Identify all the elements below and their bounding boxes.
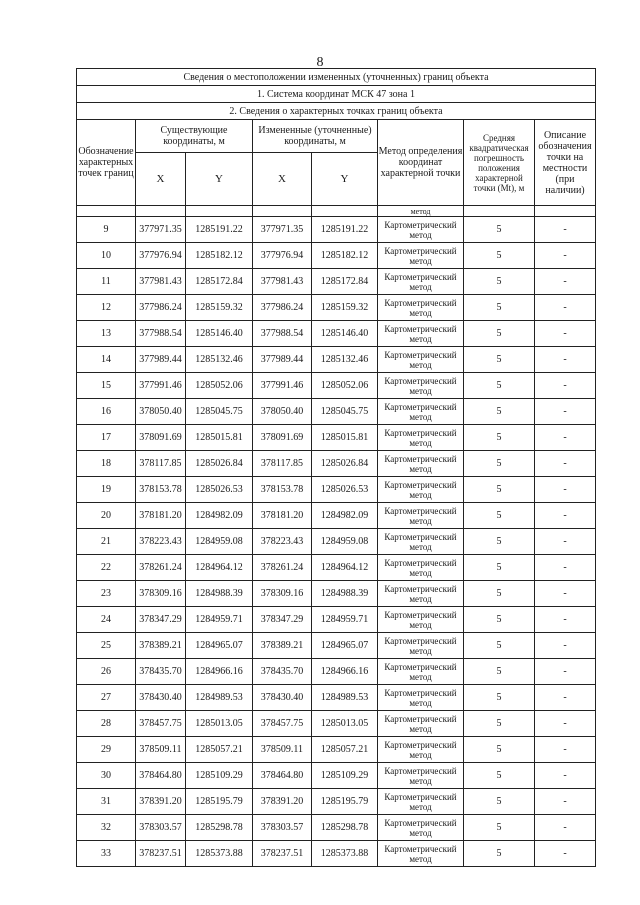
changed-y-value: 1285013.05 <box>312 711 378 737</box>
cont-cell <box>312 206 378 217</box>
changed-y-value: 1285191.22 <box>312 217 378 243</box>
existing-y-value: 1285109.29 <box>186 763 253 789</box>
point-number: 32 <box>77 815 136 841</box>
description-value: - <box>535 477 596 503</box>
changed-x-value: 378347.29 <box>253 607 312 633</box>
coordinates-table <box>76 68 596 867</box>
description-value: - <box>535 217 596 243</box>
description-value: - <box>535 243 596 269</box>
changed-x-value: 378237.51 <box>253 841 312 867</box>
cont-cell <box>136 206 186 217</box>
existing-y-value: 1284966.16 <box>186 659 253 685</box>
changed-y-value: 1284959.08 <box>312 529 378 555</box>
table-row <box>77 217 596 243</box>
existing-x-value: 378309.16 <box>136 581 186 607</box>
table-row <box>77 659 596 685</box>
changed-x-value: 378223.43 <box>253 529 312 555</box>
point-number: 13 <box>77 321 136 347</box>
existing-x-value: 378117.85 <box>136 451 186 477</box>
existing-x-value: 377971.35 <box>136 217 186 243</box>
description-value: - <box>535 529 596 555</box>
changed-y-value: 1285045.75 <box>312 399 378 425</box>
existing-y-value: 1284959.08 <box>186 529 253 555</box>
accuracy-value: 5 <box>464 555 535 581</box>
table-row <box>77 321 596 347</box>
existing-x-value: 377991.46 <box>136 373 186 399</box>
method-value: Картометрический метод <box>378 737 464 763</box>
accuracy-value: 5 <box>464 737 535 763</box>
existing-x-value: 378261.24 <box>136 555 186 581</box>
changed-y-value: 1284982.09 <box>312 503 378 529</box>
table-row <box>77 815 596 841</box>
point-number: 14 <box>77 347 136 373</box>
existing-x-value: 377986.24 <box>136 295 186 321</box>
table-row <box>77 711 596 737</box>
existing-x-value: 378509.11 <box>136 737 186 763</box>
point-number: 21 <box>77 529 136 555</box>
existing-y-value: 1285172.84 <box>186 269 253 295</box>
changed-x-value: 377991.46 <box>253 373 312 399</box>
table-row <box>77 477 596 503</box>
existing-x-value: 377981.43 <box>136 269 186 295</box>
table-caption: Сведения о местоположении измененных (уточненных) границ объекта <box>77 69 596 86</box>
description-value: - <box>535 763 596 789</box>
continuation-row <box>77 206 596 217</box>
method-value: Картометрический метод <box>378 503 464 529</box>
changed-y-value: 1284989.53 <box>312 685 378 711</box>
method-value: Картометрический метод <box>378 373 464 399</box>
changed-y-value: 1285026.53 <box>312 477 378 503</box>
accuracy-value: 5 <box>464 503 535 529</box>
changed-x-value: 377986.24 <box>253 295 312 321</box>
existing-y-value: 1284989.53 <box>186 685 253 711</box>
changed-x-value: 378153.78 <box>253 477 312 503</box>
description-value: - <box>535 685 596 711</box>
existing-x-value: 378091.69 <box>136 425 186 451</box>
changed-x-value: 378117.85 <box>253 451 312 477</box>
point-number: 12 <box>77 295 136 321</box>
table-row <box>77 607 596 633</box>
method-value: Картометрический метод <box>378 763 464 789</box>
method-value: Картометрический метод <box>378 555 464 581</box>
method-value: Картометрический метод <box>378 217 464 243</box>
point-number: 33 <box>77 841 136 867</box>
method-value: Картометрический метод <box>378 477 464 503</box>
existing-y-value: 1284959.71 <box>186 607 253 633</box>
accuracy-value: 5 <box>464 763 535 789</box>
method-value: Картометрический метод <box>378 685 464 711</box>
changed-y-value: 1284966.16 <box>312 659 378 685</box>
point-number: 30 <box>77 763 136 789</box>
existing-x-value: 378223.43 <box>136 529 186 555</box>
changed-x-value: 377988.54 <box>253 321 312 347</box>
method-value: Картометрический метод <box>378 789 464 815</box>
changed-y-value: 1285057.21 <box>312 737 378 763</box>
header-existing-y: Y <box>186 153 253 206</box>
cont-cell <box>253 206 312 217</box>
point-number: 24 <box>77 607 136 633</box>
existing-y-value: 1284965.07 <box>186 633 253 659</box>
description-value: - <box>535 399 596 425</box>
table-row <box>77 789 596 815</box>
header-description: Описание обозначения точки на местности (при наличии) <box>535 120 596 206</box>
existing-x-value: 378457.75 <box>136 711 186 737</box>
existing-y-value: 1285159.32 <box>186 295 253 321</box>
changed-y-value: 1285052.06 <box>312 373 378 399</box>
header-existing-x: X <box>136 153 186 206</box>
table-row <box>77 243 596 269</box>
cont-cell <box>535 206 596 217</box>
point-number: 16 <box>77 399 136 425</box>
cont-method-text: метод <box>378 206 464 217</box>
table-row <box>77 347 596 373</box>
table-body <box>77 217 596 867</box>
point-number: 11 <box>77 269 136 295</box>
existing-y-value: 1285015.81 <box>186 425 253 451</box>
point-number: 23 <box>77 581 136 607</box>
description-value: - <box>535 711 596 737</box>
accuracy-value: 5 <box>464 399 535 425</box>
section-title: 2. Сведения о характерных точках границ объекта <box>77 103 596 120</box>
method-value: Картометрический метод <box>378 243 464 269</box>
accuracy-value: 5 <box>464 711 535 737</box>
table-row <box>77 529 596 555</box>
cont-cell <box>464 206 535 217</box>
point-number: 26 <box>77 659 136 685</box>
changed-y-value: 1285195.79 <box>312 789 378 815</box>
cont-cell <box>186 206 253 217</box>
description-value: - <box>535 555 596 581</box>
accuracy-value: 5 <box>464 295 535 321</box>
point-number: 28 <box>77 711 136 737</box>
description-value: - <box>535 815 596 841</box>
existing-y-value: 1284988.39 <box>186 581 253 607</box>
changed-x-value: 378050.40 <box>253 399 312 425</box>
existing-y-value: 1284982.09 <box>186 503 253 529</box>
existing-y-value: 1285026.84 <box>186 451 253 477</box>
header-changed-x: X <box>253 153 312 206</box>
existing-x-value: 378464.80 <box>136 763 186 789</box>
table-row <box>77 685 596 711</box>
existing-x-value: 378389.21 <box>136 633 186 659</box>
accuracy-value: 5 <box>464 581 535 607</box>
changed-x-value: 378457.75 <box>253 711 312 737</box>
table-row <box>77 295 596 321</box>
changed-y-value: 1284988.39 <box>312 581 378 607</box>
changed-y-value: 1285182.12 <box>312 243 378 269</box>
existing-y-value: 1285052.06 <box>186 373 253 399</box>
header-changed-y: Y <box>312 153 378 206</box>
point-number: 18 <box>77 451 136 477</box>
method-value: Картометрический метод <box>378 425 464 451</box>
table-row <box>77 269 596 295</box>
point-number: 19 <box>77 477 136 503</box>
description-value: - <box>535 581 596 607</box>
table-row <box>77 763 596 789</box>
header-changed-coords: Измененные (уточненные) координаты, м <box>253 120 378 153</box>
method-value: Картометрический метод <box>378 529 464 555</box>
existing-x-value: 378181.20 <box>136 503 186 529</box>
changed-x-value: 377976.94 <box>253 243 312 269</box>
existing-y-value: 1285195.79 <box>186 789 253 815</box>
changed-y-value: 1285298.78 <box>312 815 378 841</box>
accuracy-value: 5 <box>464 841 535 867</box>
table-row <box>77 425 596 451</box>
description-value: - <box>535 347 596 373</box>
changed-y-value: 1285146.40 <box>312 321 378 347</box>
page-number: 8 <box>316 55 324 70</box>
description-value: - <box>535 373 596 399</box>
table-row <box>77 581 596 607</box>
description-value: - <box>535 425 596 451</box>
existing-x-value: 377976.94 <box>136 243 186 269</box>
method-value: Картометрический метод <box>378 269 464 295</box>
changed-x-value: 377989.44 <box>253 347 312 373</box>
accuracy-value: 5 <box>464 321 535 347</box>
changed-x-value: 378391.20 <box>253 789 312 815</box>
existing-x-value: 378237.51 <box>136 841 186 867</box>
existing-y-value: 1285057.21 <box>186 737 253 763</box>
changed-y-value: 1284959.71 <box>312 607 378 633</box>
existing-x-value: 377988.54 <box>136 321 186 347</box>
point-number: 20 <box>77 503 136 529</box>
description-value: - <box>535 451 596 477</box>
description-value: - <box>535 321 596 347</box>
changed-x-value: 378464.80 <box>253 763 312 789</box>
accuracy-value: 5 <box>464 529 535 555</box>
accuracy-value: 5 <box>464 269 535 295</box>
accuracy-value: 5 <box>464 243 535 269</box>
accuracy-value: 5 <box>464 659 535 685</box>
description-value: - <box>535 841 596 867</box>
table-row <box>77 737 596 763</box>
method-value: Картометрический метод <box>378 607 464 633</box>
accuracy-value: 5 <box>464 815 535 841</box>
changed-y-value: 1285026.84 <box>312 451 378 477</box>
existing-y-value: 1285182.12 <box>186 243 253 269</box>
changed-x-value: 378181.20 <box>253 503 312 529</box>
method-value: Картометрический метод <box>378 633 464 659</box>
table-row <box>77 503 596 529</box>
description-value: - <box>535 737 596 763</box>
changed-y-value: 1285172.84 <box>312 269 378 295</box>
accuracy-value: 5 <box>464 425 535 451</box>
existing-y-value: 1285026.53 <box>186 477 253 503</box>
point-number: 17 <box>77 425 136 451</box>
changed-x-value: 378389.21 <box>253 633 312 659</box>
existing-x-value: 378347.29 <box>136 607 186 633</box>
existing-y-value: 1285132.46 <box>186 347 253 373</box>
description-value: - <box>535 503 596 529</box>
method-value: Картометрический метод <box>378 347 464 373</box>
existing-y-value: 1284964.12 <box>186 555 253 581</box>
changed-x-value: 377971.35 <box>253 217 312 243</box>
existing-y-value: 1285013.05 <box>186 711 253 737</box>
changed-y-value: 1285109.29 <box>312 763 378 789</box>
description-value: - <box>535 269 596 295</box>
existing-y-value: 1285191.22 <box>186 217 253 243</box>
description-value: - <box>535 295 596 321</box>
accuracy-value: 5 <box>464 607 535 633</box>
description-value: - <box>535 659 596 685</box>
accuracy-value: 5 <box>464 217 535 243</box>
changed-x-value: 378261.24 <box>253 555 312 581</box>
changed-y-value: 1284965.07 <box>312 633 378 659</box>
existing-x-value: 378303.57 <box>136 815 186 841</box>
method-value: Картометрический метод <box>378 841 464 867</box>
changed-y-value: 1285373.88 <box>312 841 378 867</box>
existing-x-value: 378153.78 <box>136 477 186 503</box>
existing-y-value: 1285373.88 <box>186 841 253 867</box>
changed-x-value: 378435.70 <box>253 659 312 685</box>
accuracy-value: 5 <box>464 633 535 659</box>
point-number: 29 <box>77 737 136 763</box>
changed-y-value: 1285159.32 <box>312 295 378 321</box>
method-value: Картометрический метод <box>378 659 464 685</box>
header-point-label: Обозначение характерных точек границ <box>77 120 136 206</box>
existing-x-value: 378435.70 <box>136 659 186 685</box>
method-value: Картометрический метод <box>378 711 464 737</box>
existing-x-value: 377989.44 <box>136 347 186 373</box>
accuracy-value: 5 <box>464 789 535 815</box>
point-number: 22 <box>77 555 136 581</box>
changed-y-value: 1285015.81 <box>312 425 378 451</box>
header-existing-coords: Существующие координаты, м <box>136 120 253 153</box>
point-number: 25 <box>77 633 136 659</box>
accuracy-value: 5 <box>464 685 535 711</box>
accuracy-value: 5 <box>464 373 535 399</box>
changed-x-value: 378303.57 <box>253 815 312 841</box>
existing-x-value: 378430.40 <box>136 685 186 711</box>
changed-x-value: 378091.69 <box>253 425 312 451</box>
description-value: - <box>535 789 596 815</box>
coord-system-title: 1. Система координат МСК 47 зона 1 <box>77 86 596 103</box>
table-row <box>77 555 596 581</box>
table-row <box>77 451 596 477</box>
existing-y-value: 1285045.75 <box>186 399 253 425</box>
accuracy-value: 5 <box>464 477 535 503</box>
method-value: Картометрический метод <box>378 295 464 321</box>
method-value: Картометрический метод <box>378 321 464 347</box>
point-number: 10 <box>77 243 136 269</box>
method-value: Картометрический метод <box>378 815 464 841</box>
method-value: Картометрический метод <box>378 581 464 607</box>
existing-y-value: 1285298.78 <box>186 815 253 841</box>
changed-x-value: 378309.16 <box>253 581 312 607</box>
changed-x-value: 377981.43 <box>253 269 312 295</box>
description-value: - <box>535 607 596 633</box>
point-number: 31 <box>77 789 136 815</box>
header-method: Метод определения координат характерной точки <box>378 120 464 206</box>
table-row <box>77 399 596 425</box>
cont-cell <box>77 206 136 217</box>
changed-y-value: 1285132.46 <box>312 347 378 373</box>
changed-x-value: 378430.40 <box>253 685 312 711</box>
existing-x-value: 378391.20 <box>136 789 186 815</box>
point-number: 27 <box>77 685 136 711</box>
table-row <box>77 373 596 399</box>
changed-x-value: 378509.11 <box>253 737 312 763</box>
existing-y-value: 1285146.40 <box>186 321 253 347</box>
point-number: 9 <box>77 217 136 243</box>
point-number: 15 <box>77 373 136 399</box>
accuracy-value: 5 <box>464 347 535 373</box>
accuracy-value: 5 <box>464 451 535 477</box>
existing-x-value: 378050.40 <box>136 399 186 425</box>
table-row <box>77 633 596 659</box>
method-value: Картометрический метод <box>378 399 464 425</box>
table-row <box>77 841 596 867</box>
method-value: Картометрический метод <box>378 451 464 477</box>
description-value: - <box>535 633 596 659</box>
header-accuracy: Средняя квадратическая погрешность положения характерной точки (Mt), м <box>464 120 535 206</box>
changed-y-value: 1284964.12 <box>312 555 378 581</box>
